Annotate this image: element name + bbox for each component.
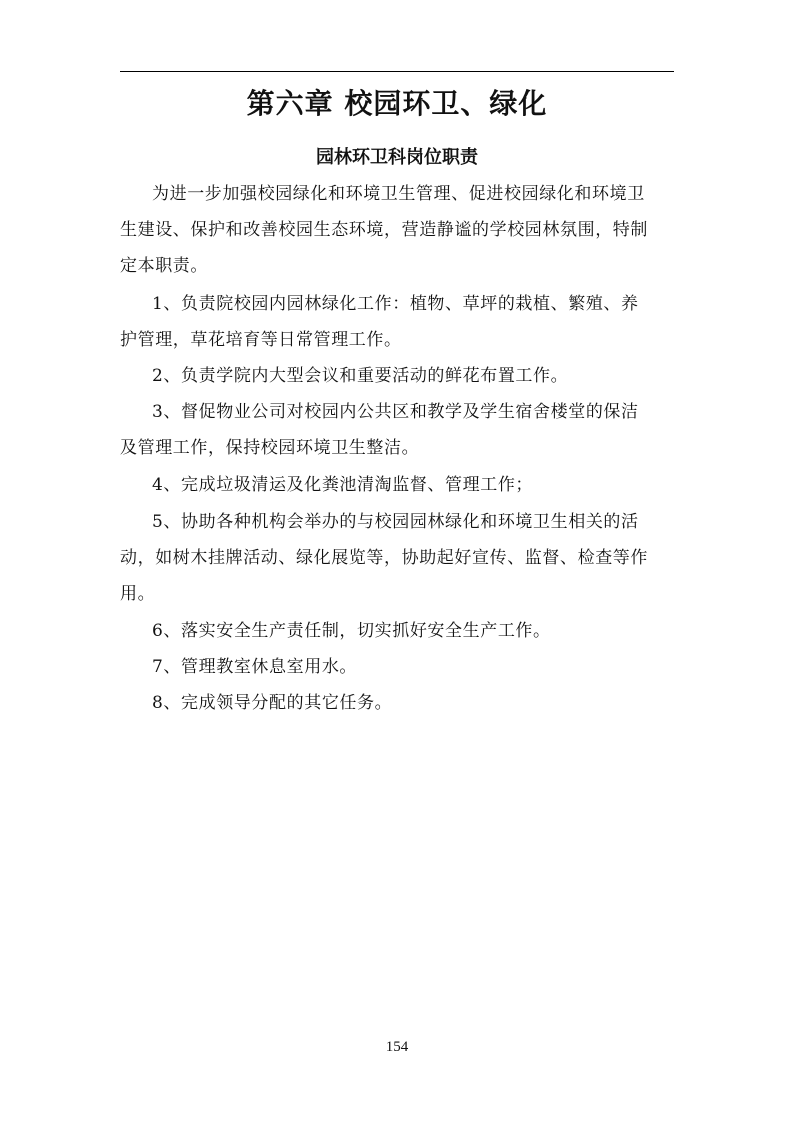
item-6-line-1: 6、落实安全生产责任制，切实抓好安全生产工作。 [152,621,551,641]
item-1-line-2: 护管理，草花培育等日常管理工作。 [120,330,402,350]
page-number: 154 [385,1039,409,1055]
intro-line-2: 生建设、保护和改善校园生态环境，营造静谧的学校园林氛围，特制 [120,220,648,240]
item-4-line-1: 4、完成垃圾清运及化粪池清淘监督、管理工作； [152,475,534,495]
item-3-line-1: 3、督促物业公司对校园内公共区和教学及学生宿舍楼堂的保洁 [152,402,639,422]
header-rule [120,71,674,72]
item-8-line-1: 8、完成领导分配的其它任务。 [152,693,393,713]
item-7-line-1: 7、管理教室休息室用水。 [152,657,358,677]
item-5-line-2: 动，如树木挂牌活动、绿化展览等，协助起好宣传、监督、检查等作 [120,548,648,568]
section-title: 园林环卫科岗位职责 [316,147,478,168]
item-1-line-1: 1、负责院校园内园林绿化工作：植物、草坪的栽植、繁殖、养 [152,294,639,314]
intro-line-3: 定本职责。 [120,256,208,276]
item-5-line-1: 5、协助各种机构会举办的与校园园林绿化和环境卫生相关的活 [152,512,639,532]
item-2-line-1: 2、负责学院内大型会议和重要活动的鲜花布置工作。 [152,366,569,386]
intro-line-1: 为进一步加强校园绿化和环境卫生管理、促进校园绿化和环境卫 [152,184,645,204]
chapter-title: 第六章 校园环卫、绿化 [246,87,548,120]
item-5-line-3: 用。 [120,584,156,604]
item-3-line-2: 及管理工作，保持校园环境卫生整洁。 [120,438,420,458]
